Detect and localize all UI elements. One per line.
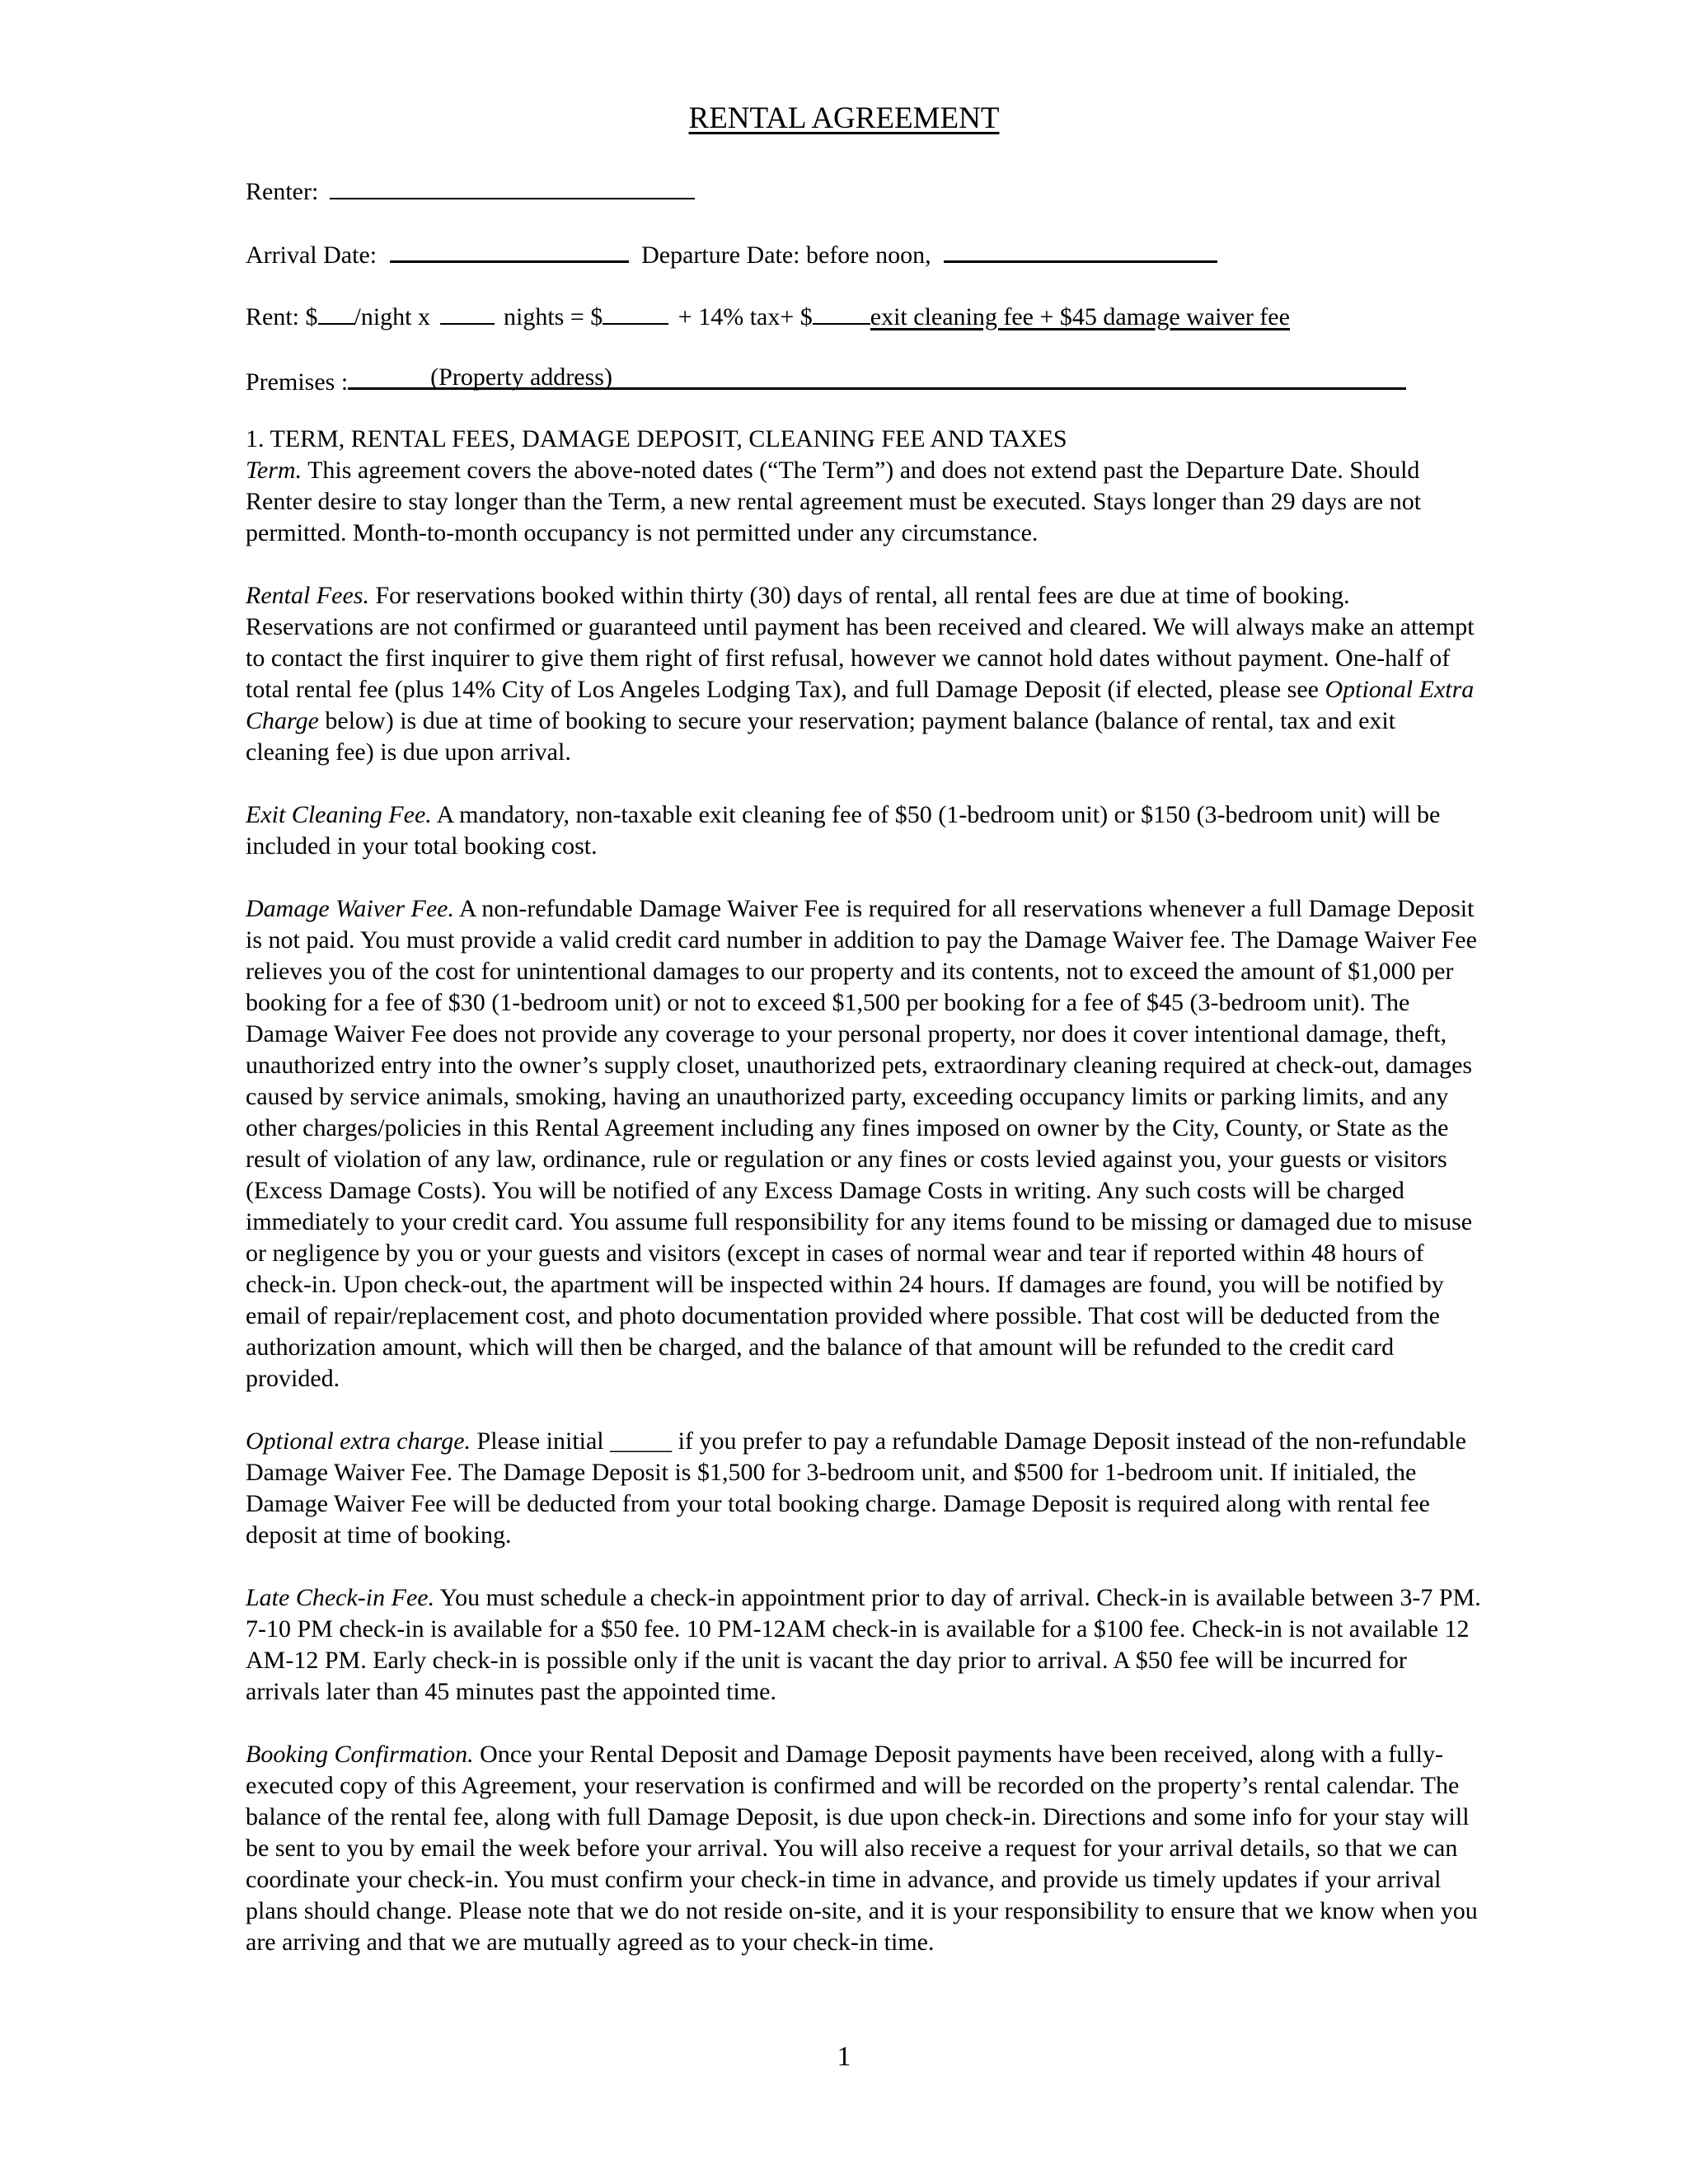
premises-line [246,361,1406,399]
late-checkin-label: Late Check-in Fee. [246,1584,435,1611]
rent-line [246,298,1290,334]
rent-per-night-blank[interactable] [318,298,354,325]
premises-field[interactable] [348,361,1406,390]
booking-confirmation-text: Once your Rental Deposit and Damage Deposit payments have been received, along with a fully-executed copy of this Agreement, your reservation is confirmed and will be recorded on the property’s rental calendar. The balance of the rental fee, along with full Damage Deposit, is due upon check-in. Directions and some info for your stay will be sent to you by email the week before your arrival. You will also receive a request for your arrival details, so that we can coordinate your check-in. You must confirm your check-in time in advance, and provide us timely updates if your arrival plans should change. Please note that we do not reside on-site, and it is your responsibility to ensure that we know when you are arriving and that we are mutually agreed as to your check-in time. [246,1741,1478,1956]
rental-fees-optional-ref: Optional Extra Charge [246,676,1475,734]
tax-label: + 14% tax+ $ [678,303,813,330]
exit-cleaning-label: Exit Cleaning Fee. [246,801,432,828]
departure-date-blank[interactable] [944,236,1217,263]
optional-charge-text-1: Please initial [476,1427,604,1455]
damage-waiver-label: Damage Waiver Fee. [246,895,454,922]
fees-label: exit cleaning fee + $45 damage waiver fee [870,303,1290,330]
renter-blank[interactable] [330,173,695,199]
rent-total-blank[interactable] [603,298,668,325]
section-1-heading: 1. TERM, RENTAL FEES, DAMAGE DEPOSIT, CLEANING FEE AND TAXES [246,425,1067,452]
premises-label: Premises : [246,368,349,396]
term-paragraph [246,455,1482,549]
booking-confirmation-label: Booking Confirmation. [246,1741,474,1768]
optional-charge-label: Optional extra charge. [246,1427,471,1455]
damage-waiver-paragraph [246,893,1482,1394]
dates-line [246,236,1217,272]
nights-count-blank[interactable] [440,298,495,325]
rental-fees-text-2: below) is due at time of booking to secure your reservation; payment balance (balance of rental, tax and exit cleaning fee) is due upon arrival. [246,707,1396,766]
arrival-date-label: Arrival Date: [246,241,377,269]
rent-label: Rent: $ [246,303,318,330]
exit-cleaning-text: A mandatory, non-taxable exit cleaning fee of $50 (1-bedroom unit) or $150 (3-bedroom unit) will be included in your total booking cost. [246,801,1441,860]
optional-charge-paragraph [246,1426,1482,1551]
booking-confirmation-paragraph [246,1739,1482,1958]
late-checkin-text: You must schedule a check-in appointment prior to day of arrival. Check-in is available between 3-7 PM. 7-10 PM check-in is available for a $50 fee. 10 PM-12AM check-in is available for a $100 fee. Check-in is not available 12 AM-12 PM. Early check-in is possible only if the unit is vacant the day prior to arrival. A $50 fee will be incurred for arrivals later than 45 minutes past the appointed time. [246,1584,1481,1705]
rental-fees-paragraph [246,580,1482,768]
damage-waiver-text: A non-refundable Damage Waiver Fee is required for all reservations whenever a full Damage Deposit is not paid. You must provide a valid credit card number in addition to pay the Damage Waiver fee. The Damage Waiver Fee relieves you of the cost for unintentional damages to our property and its contents, not to exceed the amount of $1,000 per booking for a fee of $30 (1-bedroom unit) or not to exceed $1,500 per booking for a fee of $45 (3-bedroom unit). The Damage Waiver Fee does not provide any coverage to your personal property, nor does it cover intentional damage, theft, unauthorized entry into the owner’s supply closet, unauthorized pets, extraordinary cleaning required at check-out, damages caused by service animals, smoking, having an unauthorized party, exceeding occupancy limits or parking limits, and any other charges/policies in this Rental Agreement including any fines imposed on owner by the City, County, or State as the result of violation of any law, ordinance, rule or regulation or any fines or costs levied against you, your guests or visitors (Excess Damage Costs). You will be notified of any Excess Damage Costs in writing. Any such costs will be charged immediately to your credit card. You assume full responsibility for any items found to be missing or damaged due to misuse or negligence by you or your guests and visitors (except in cases of normal wear and tear if reported within 48 hours of check-in. Upon check-out, the apartment will be inspected within 24 hours. If damages are found, you will be notified by email of repair/replacement cost, and photo documentation provided where possible. That cost will be deducted from the authorization amount, which will then be charged, and the balance of that amount will be refunded to the credit card provided. [246,895,1477,1392]
rental-fees-label: Rental Fees. [246,582,369,609]
exit-cleaning-paragraph [246,799,1482,862]
premises-value: (Property address) [430,363,612,391]
late-checkin-paragraph [246,1582,1482,1708]
term-text: This agreement covers the above-noted dates (“The Term”) and does not extend past the Departure Date. Should Renter desire to stay longer than the Term, a new rental agreement must be executed. Stays longer than 29 days are not permitted. Month-to-month occupancy is not permitted under any circumstance. [246,457,1422,546]
initial-blank[interactable]: _____ [610,1427,673,1455]
renter-line [246,173,695,209]
term-label: Term. [246,457,302,484]
departure-date-label: Departure Date: before noon, [641,241,931,269]
page-number: 1 [837,2041,851,2072]
rental-fees-text-1: For reservations booked within thirty (30) days of rental, all rental fees are due at time of booking. Reservations are not confirmed or guaranteed until payment has been received and cleared. We will always make an attempt to contact the first inquirer to give them right of first refusal, however we cannot hold dates without payment. One-half of total rental fee (plus 14% City of Los Angeles Lodging Tax), and full Damage Deposit (if elected, please see [246,582,1475,703]
optional-charge-text-2: if you prefer to pay a refundable Damage Deposit instead of the non-refundable Damage Waiver Fee. The Damage Deposit is $1,500 for 3-bedroom unit, and $500 for 1-bedroom unit. If initialed, the Damage Waiver Fee will be deducted from your total booking charge. Damage Deposit is required along with rental fee deposit at time of booking. [246,1427,1466,1549]
document-title [0,97,1688,140]
section-1 [246,424,1482,1958]
nights-label: nights = $ [504,303,603,330]
cleaning-fee-blank[interactable] [813,298,870,325]
renter-label: Renter: [246,178,319,205]
rent-per-night-label: /night x [354,303,431,330]
arrival-date-blank[interactable] [390,236,629,263]
document-title-text: RENTAL AGREEMENT [688,101,1000,135]
